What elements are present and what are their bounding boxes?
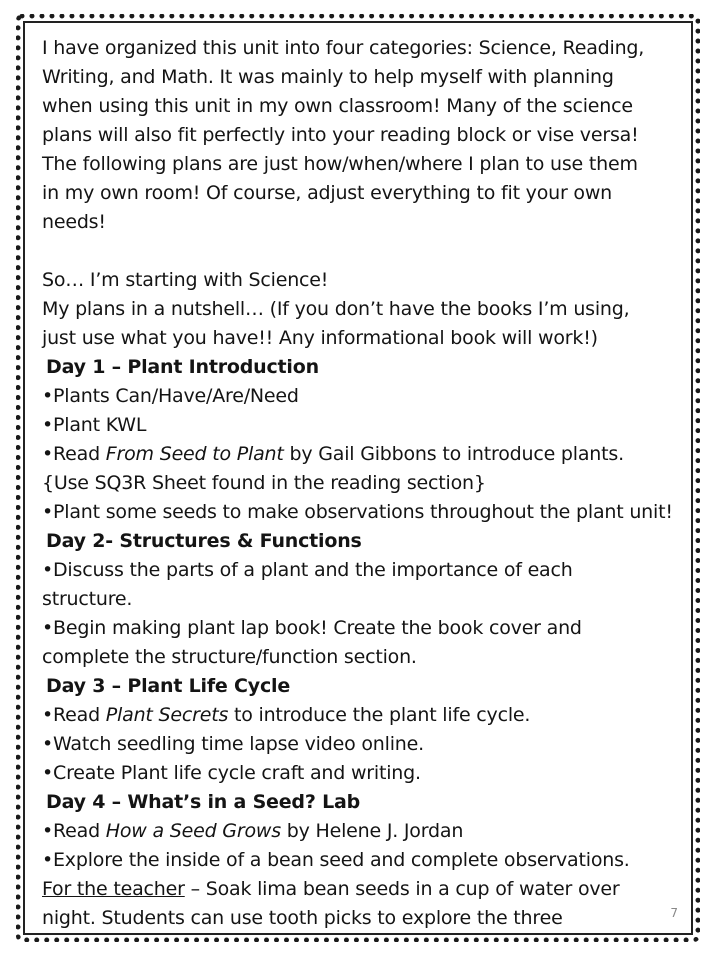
bullet-text: •Read (42, 443, 106, 465)
science-intro-line: just use what you have!! Any informational book will work!) (42, 327, 598, 349)
day1-bullet: •Plants Can/Have/Are/Need (42, 385, 299, 407)
intro-line: needs! (42, 211, 106, 233)
intro-line: in my own room! Of course, adjust everything to fit your own (42, 182, 613, 204)
day4-bullet (42, 817, 682, 846)
day4-heading: Day 4 – What’s in a Seed? Lab (46, 791, 360, 813)
day1-heading: Day 1 – Plant Introduction (46, 356, 319, 378)
book-title: Plant Secrets (105, 704, 229, 726)
day4-section (42, 788, 682, 933)
bullet-text: by Helene J. Jordan (280, 820, 464, 842)
day1-bullet: •Plant some seeds to make observations throughout the plant unit! (42, 501, 673, 523)
intro-line: when using this unit in my own classroom! Many of the science (42, 95, 633, 117)
intro-paragraph (42, 34, 682, 237)
day3-heading: Day 3 – Plant Life Cycle (46, 675, 291, 697)
teacher-note (42, 875, 682, 904)
teacher-note-cont: night. Students can use tooth picks to explore the three (42, 907, 563, 929)
bullet-text: to introduce the plant life cycle. (228, 704, 531, 726)
intro-line: Writing, and Math. It was mainly to help myself with planning (42, 66, 614, 88)
day2-bullet: •Begin making plant lap book! Create the book cover and (42, 617, 582, 639)
day2-heading: Day 2- Structures & Functions (46, 530, 362, 552)
page-number: 7 (670, 906, 678, 920)
day1-bullet (42, 440, 682, 469)
day2-bullet-cont: complete the structure/function section. (42, 646, 417, 668)
bullet-text: •Read (42, 820, 106, 842)
day3-bullet: •Create Plant life cycle craft and writing. (42, 762, 421, 784)
day4-bullet: •Explore the inside of a bean seed and complete observations. (42, 849, 630, 871)
day2-bullet-cont: structure. (42, 588, 133, 610)
day1-bullet: •Plant KWL (42, 414, 147, 436)
document-body (42, 34, 682, 933)
day3-section (42, 672, 682, 788)
book-title: How a Seed Grows (105, 820, 281, 842)
bullet-text: •Read (42, 704, 106, 726)
day1-bullet-cont: {Use SQ3R Sheet found in the reading section} (42, 472, 486, 494)
day3-bullet (42, 701, 682, 730)
day2-bullet: •Discuss the parts of a plant and the importance of each (42, 559, 573, 581)
intro-line: I have organized this unit into four categories: Science, Reading, (42, 37, 645, 59)
science-intro (42, 266, 682, 353)
day3-bullet: •Watch seedling time lapse video online. (42, 733, 424, 755)
science-intro-line: My plans in a nutshell… (If you don’t have the books I’m using, (42, 298, 630, 320)
day1-section (42, 353, 682, 527)
spacer (42, 237, 682, 266)
intro-line: plans will also fit perfectly into your reading block or vise versa! (42, 124, 639, 146)
book-title: From Seed to Plant (105, 443, 284, 465)
teacher-label: For the teacher (42, 878, 185, 900)
science-intro-line: So… I’m starting with Science! (42, 269, 329, 291)
day2-section (42, 527, 682, 672)
bullet-text: by Gail Gibbons to introduce plants. (283, 443, 624, 465)
intro-line: The following plans are just how/when/where I plan to use them (42, 153, 638, 175)
teacher-text: – Soak lima bean seeds in a cup of water over (184, 878, 620, 900)
